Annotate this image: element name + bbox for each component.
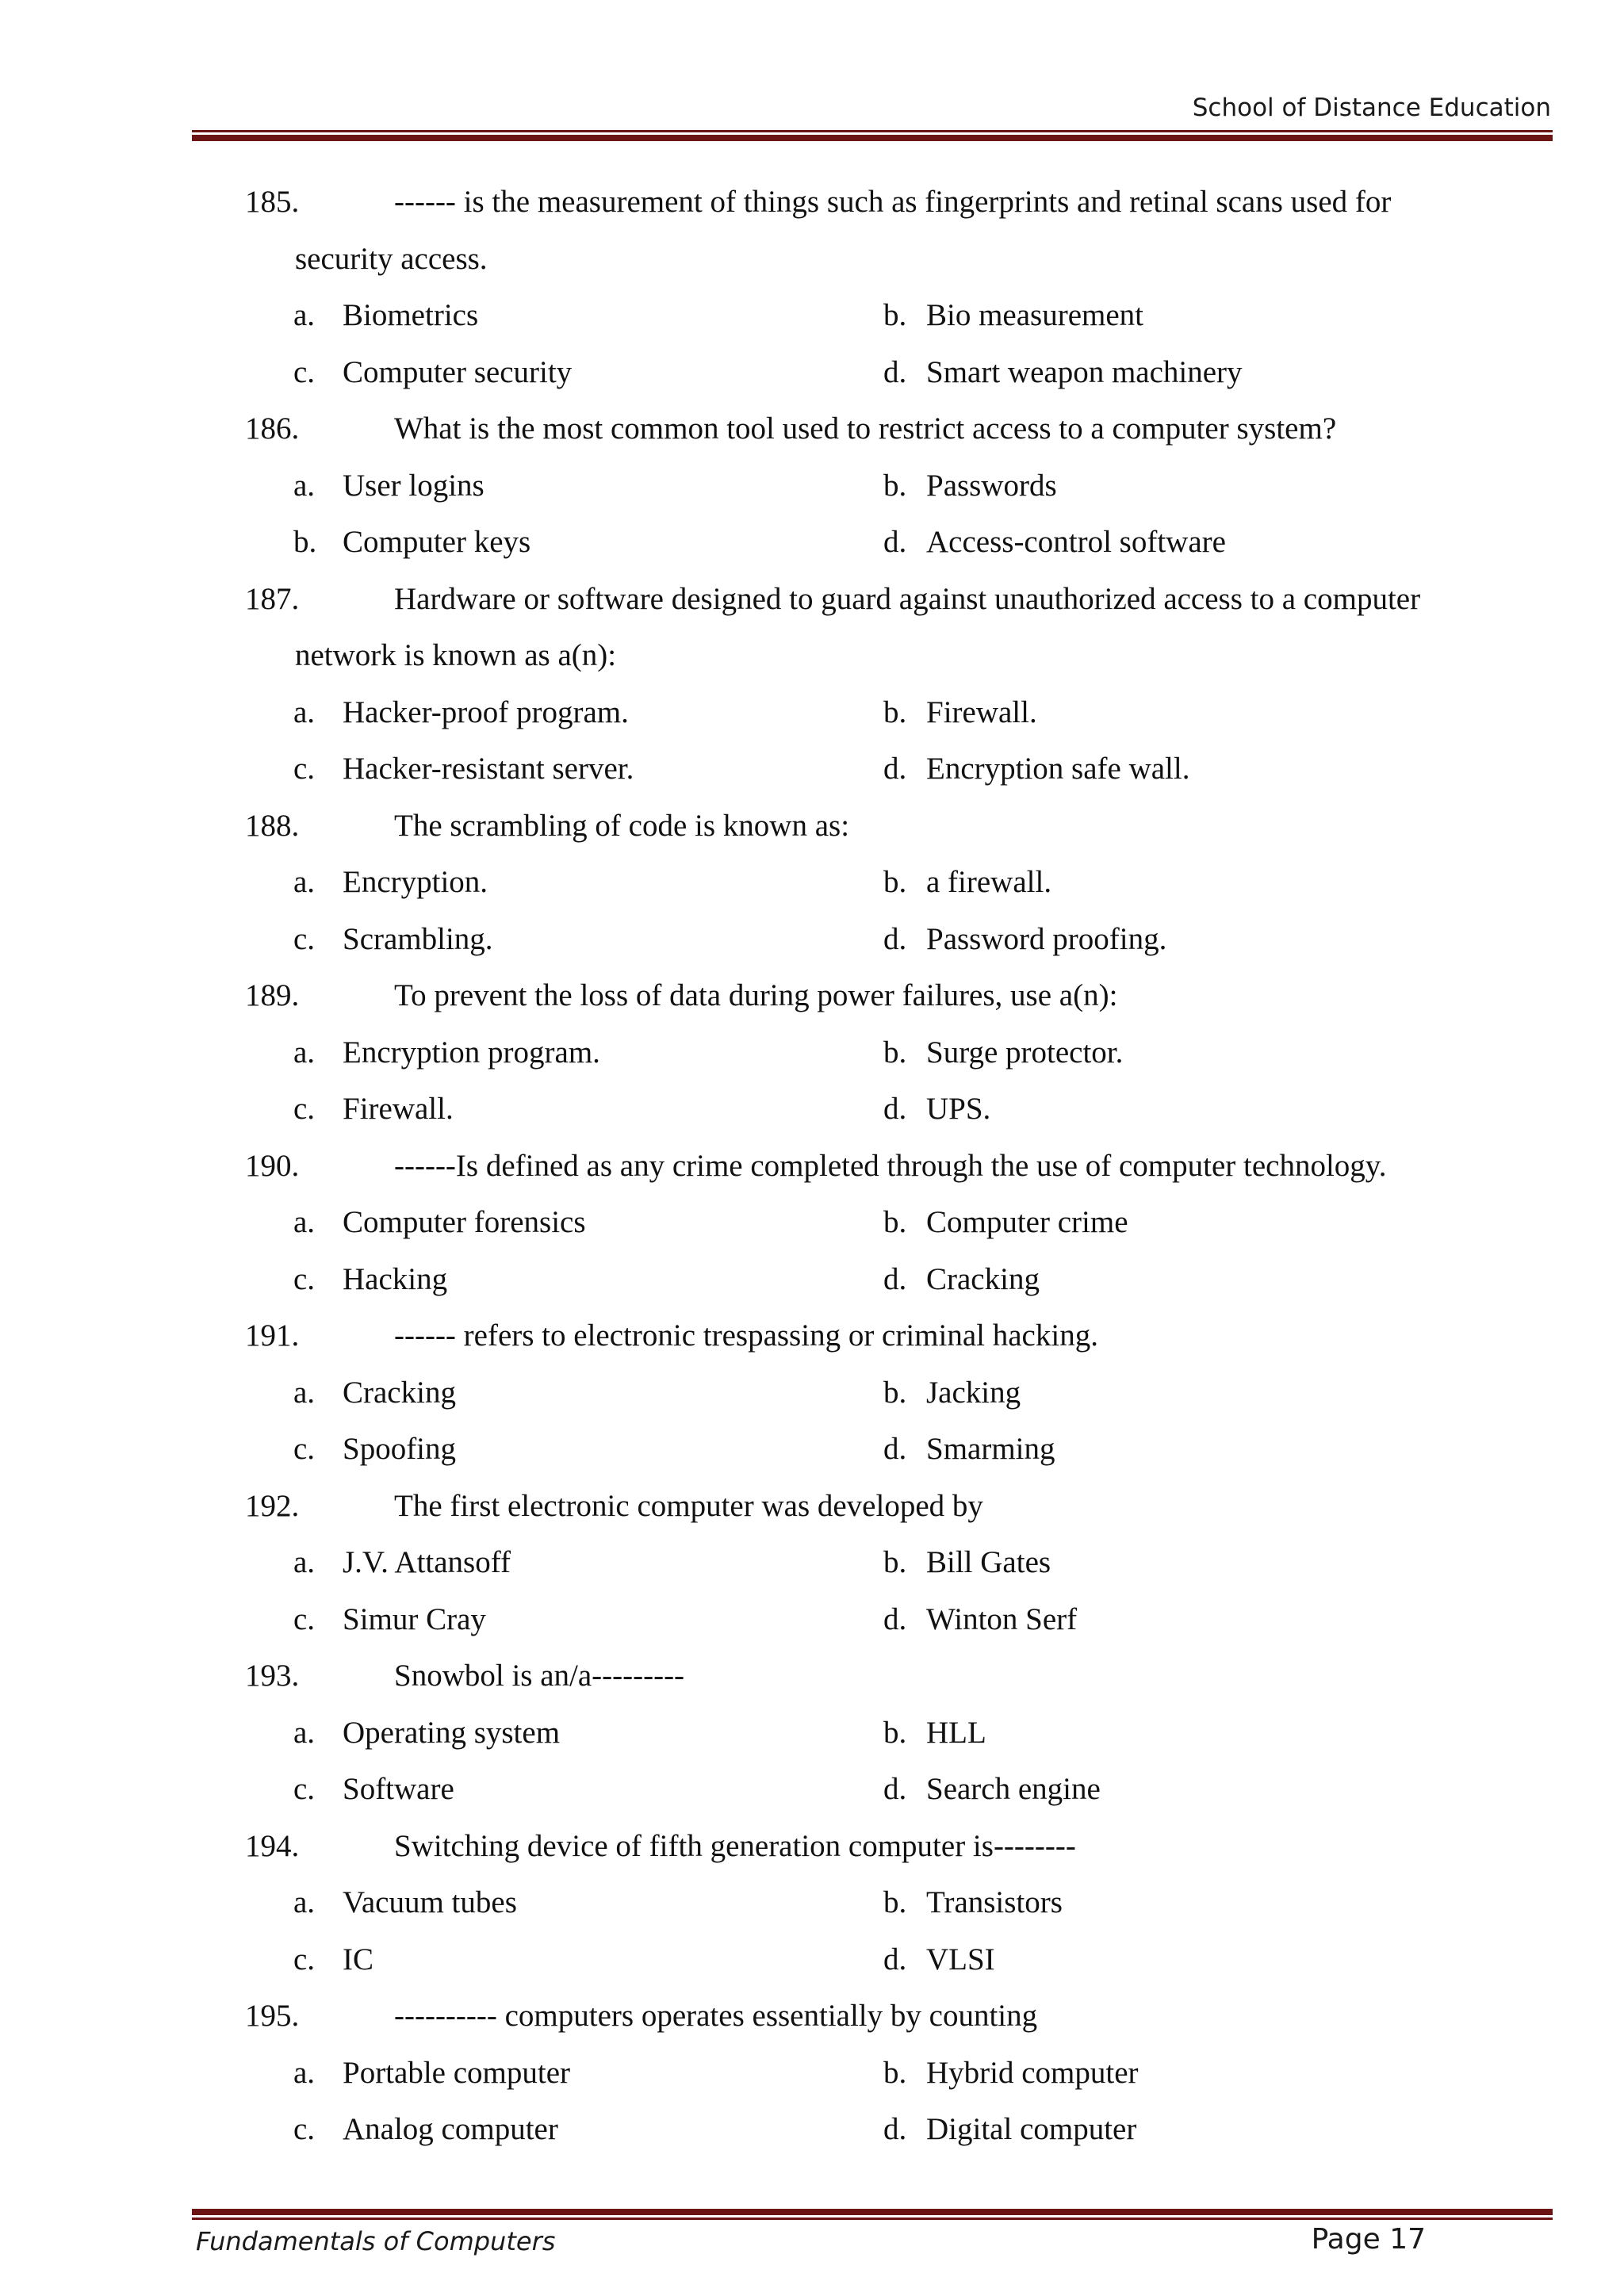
question-number: 190. bbox=[245, 1148, 300, 1183]
question-line bbox=[0, 571, 1624, 628]
question-line bbox=[0, 1988, 1624, 2045]
option-letter: c. bbox=[293, 1942, 316, 1976]
question-text: Snowbol is an/a--------- bbox=[394, 1659, 685, 1693]
option-letter: b. bbox=[883, 468, 907, 503]
option-letter: b. bbox=[883, 298, 907, 332]
option-text: Passwords bbox=[926, 468, 1057, 503]
option-row bbox=[0, 1364, 1624, 1422]
question-number: 191. bbox=[245, 1318, 300, 1353]
option-letter: b. bbox=[883, 1035, 907, 1070]
option-text: Scrambling. bbox=[343, 921, 493, 956]
option-text: Bio measurement bbox=[926, 298, 1144, 332]
option-text: Firewall. bbox=[926, 695, 1037, 729]
question-number: 189. bbox=[245, 978, 300, 1012]
option-letter: c. bbox=[293, 1261, 316, 1296]
question-line bbox=[0, 1647, 1624, 1705]
option-letter: b. bbox=[883, 1375, 907, 1410]
question-item bbox=[0, 1138, 1624, 1308]
option-text: Encryption safe wall. bbox=[926, 752, 1190, 786]
question-item bbox=[0, 1647, 1624, 1818]
option-row bbox=[0, 684, 1624, 741]
option-text: Biometrics bbox=[343, 298, 479, 332]
option-row bbox=[0, 854, 1624, 911]
option-text: Cracking bbox=[343, 1375, 456, 1410]
option-letter: c. bbox=[293, 921, 316, 956]
question-text: What is the most common tool used to restrict access to a computer system? bbox=[394, 411, 1337, 446]
option-text: Encryption program. bbox=[343, 1035, 600, 1070]
option-letter: d. bbox=[883, 1261, 907, 1296]
question-line bbox=[0, 174, 1624, 231]
option-row bbox=[0, 2101, 1624, 2158]
option-letter: c. bbox=[293, 1092, 316, 1126]
option-text: HLL bbox=[926, 1715, 986, 1750]
option-text: Jacking bbox=[926, 1375, 1021, 1410]
option-row bbox=[0, 1874, 1624, 1931]
option-row bbox=[0, 1421, 1624, 1478]
option-letter: d. bbox=[883, 525, 907, 559]
option-row bbox=[0, 1081, 1624, 1138]
question-number: 192. bbox=[245, 1488, 300, 1523]
question-item bbox=[0, 1818, 1624, 1988]
question-continuation-line bbox=[0, 231, 1624, 288]
question-line bbox=[0, 400, 1624, 457]
option-text: Search engine bbox=[926, 1772, 1101, 1806]
option-row bbox=[0, 911, 1624, 968]
option-row bbox=[0, 1251, 1624, 1308]
option-row bbox=[0, 514, 1624, 571]
question-item bbox=[0, 571, 1624, 798]
option-text: Surge protector. bbox=[926, 1035, 1124, 1070]
option-text: Hacker-resistant server. bbox=[343, 752, 634, 786]
option-letter: a. bbox=[293, 1885, 316, 1919]
option-text: Vacuum tubes bbox=[343, 1885, 517, 1919]
option-letter: b. bbox=[293, 525, 317, 559]
option-text: Transistors bbox=[926, 1885, 1063, 1919]
footer-course-title: Fundamentals of Computers bbox=[196, 2226, 556, 2256]
option-letter: b. bbox=[883, 1715, 907, 1750]
option-letter: d. bbox=[883, 752, 907, 786]
question-number: 188. bbox=[245, 808, 300, 843]
option-letter: b. bbox=[883, 865, 907, 899]
question-item bbox=[0, 1478, 1624, 1648]
option-letter: a. bbox=[293, 695, 316, 729]
question-text: To prevent the loss of data during power failures, use a(n): bbox=[394, 978, 1118, 1012]
question-text: ------Is defined as any crime completed through the use of computer technology. bbox=[394, 1148, 1387, 1183]
option-letter: a. bbox=[293, 1035, 316, 1070]
option-text: Digital computer bbox=[926, 2112, 1137, 2146]
question-line bbox=[0, 1478, 1624, 1535]
option-letter: b. bbox=[883, 1205, 907, 1239]
option-text: Operating system bbox=[343, 1715, 561, 1750]
option-text: Hacking bbox=[343, 1261, 448, 1296]
question-line bbox=[0, 1818, 1624, 1875]
option-text: Computer security bbox=[343, 354, 573, 389]
option-letter: b. bbox=[883, 2055, 907, 2090]
option-row bbox=[0, 1931, 1624, 1988]
option-text: User logins bbox=[343, 468, 485, 503]
option-letter: d. bbox=[883, 1092, 907, 1126]
option-row bbox=[0, 1705, 1624, 1762]
option-text: Simur Cray bbox=[343, 1601, 486, 1636]
option-text: Hybrid computer bbox=[926, 2055, 1139, 2090]
option-letter: b. bbox=[883, 1885, 907, 1919]
footer-page-number: Page 17 bbox=[1311, 2223, 1426, 2256]
footer-rule bbox=[192, 2209, 1553, 2220]
question-text: ---------- computers operates essentially by counting bbox=[394, 1999, 1038, 2033]
header-rule bbox=[192, 130, 1553, 141]
option-letter: b. bbox=[883, 1545, 907, 1579]
option-letter: a. bbox=[293, 1715, 316, 1750]
option-letter: d. bbox=[883, 1942, 907, 1976]
option-letter: a. bbox=[293, 1205, 316, 1239]
option-letter: a. bbox=[293, 298, 316, 332]
option-letter: d. bbox=[883, 1432, 907, 1466]
option-text: a firewall. bbox=[926, 865, 1052, 899]
option-text: Computer forensics bbox=[343, 1205, 586, 1239]
option-letter: c. bbox=[293, 2112, 316, 2146]
option-text: Encryption. bbox=[343, 865, 488, 899]
question-text: The scrambling of code is known as: bbox=[394, 808, 850, 843]
question-continuation: security access. bbox=[295, 241, 488, 276]
header-institution: School of Distance Education bbox=[1192, 94, 1551, 122]
option-letter: a. bbox=[293, 468, 316, 503]
option-text: J.V. Attansoff bbox=[343, 1545, 511, 1579]
option-letter: d. bbox=[883, 1601, 907, 1636]
question-number: 195. bbox=[245, 1999, 300, 2033]
option-text: Smarming bbox=[926, 1432, 1055, 1466]
option-letter: c. bbox=[293, 752, 316, 786]
question-continuation-line bbox=[0, 627, 1624, 684]
option-text: Winton Serf bbox=[926, 1601, 1078, 1636]
question-number: 194. bbox=[245, 1828, 300, 1863]
option-text: Firewall. bbox=[343, 1092, 454, 1126]
option-text: Spoofing bbox=[343, 1432, 457, 1466]
question-text: Hardware or software designed to guard against unauthorized access to a computer bbox=[394, 581, 1421, 616]
question-item bbox=[0, 967, 1624, 1138]
question-number: 185. bbox=[245, 185, 300, 219]
option-text: Bill Gates bbox=[926, 1545, 1051, 1579]
question-list bbox=[0, 174, 1624, 2158]
option-text: Smart weapon machinery bbox=[926, 354, 1243, 389]
question-item bbox=[0, 798, 1624, 968]
question-line bbox=[0, 798, 1624, 855]
option-text: Cracking bbox=[926, 1261, 1040, 1296]
option-row bbox=[0, 1024, 1624, 1081]
question-line bbox=[0, 1307, 1624, 1364]
option-letter: b. bbox=[883, 695, 907, 729]
option-text: Access-control software bbox=[926, 525, 1226, 559]
question-item bbox=[0, 400, 1624, 571]
option-text: Software bbox=[343, 1772, 454, 1806]
option-row bbox=[0, 740, 1624, 798]
option-text: Computer crime bbox=[926, 1205, 1128, 1239]
option-text: IC bbox=[343, 1942, 373, 1976]
option-letter: d. bbox=[883, 1772, 907, 1806]
question-line bbox=[0, 1138, 1624, 1195]
option-letter: c. bbox=[293, 1772, 316, 1806]
option-letter: a. bbox=[293, 865, 316, 899]
option-text: UPS. bbox=[926, 1092, 991, 1126]
question-item bbox=[0, 174, 1624, 400]
option-letter: c. bbox=[293, 1432, 316, 1466]
question-text: The first electronic computer was developed by bbox=[394, 1488, 983, 1523]
question-line bbox=[0, 967, 1624, 1024]
question-number: 193. bbox=[245, 1659, 300, 1693]
option-letter: d. bbox=[883, 921, 907, 956]
option-row bbox=[0, 344, 1624, 401]
option-text: Hacker-proof program. bbox=[343, 695, 629, 729]
option-letter: a. bbox=[293, 2055, 316, 2090]
option-text: VLSI bbox=[926, 1942, 995, 1976]
option-row bbox=[0, 1761, 1624, 1818]
question-continuation: network is known as a(n): bbox=[295, 638, 617, 672]
option-text: Analog computer bbox=[343, 2112, 558, 2146]
option-letter: d. bbox=[883, 2112, 907, 2146]
question-text: ------ refers to electronic trespassing or criminal hacking. bbox=[394, 1318, 1098, 1353]
option-text: Computer keys bbox=[343, 525, 531, 559]
option-letter: c. bbox=[293, 354, 316, 389]
option-letter: a. bbox=[293, 1375, 316, 1410]
question-number: 186. bbox=[245, 411, 300, 446]
option-row bbox=[0, 2045, 1624, 2102]
question-item bbox=[0, 1307, 1624, 1478]
question-text: ------ is the measurement of things such as fingerprints and retinal scans used for bbox=[394, 185, 1392, 219]
question-item bbox=[0, 1988, 1624, 2158]
question-number: 187. bbox=[245, 581, 300, 616]
question-text: Switching device of fifth generation computer is-------- bbox=[394, 1828, 1076, 1863]
option-row bbox=[0, 287, 1624, 344]
option-row bbox=[0, 1534, 1624, 1591]
option-row bbox=[0, 1194, 1624, 1251]
option-letter: c. bbox=[293, 1601, 316, 1636]
option-text: Password proofing. bbox=[926, 921, 1167, 956]
option-row bbox=[0, 457, 1624, 515]
option-row bbox=[0, 1591, 1624, 1648]
option-letter: d. bbox=[883, 354, 907, 389]
option-text: Portable computer bbox=[343, 2055, 570, 2090]
option-letter: a. bbox=[293, 1545, 316, 1579]
